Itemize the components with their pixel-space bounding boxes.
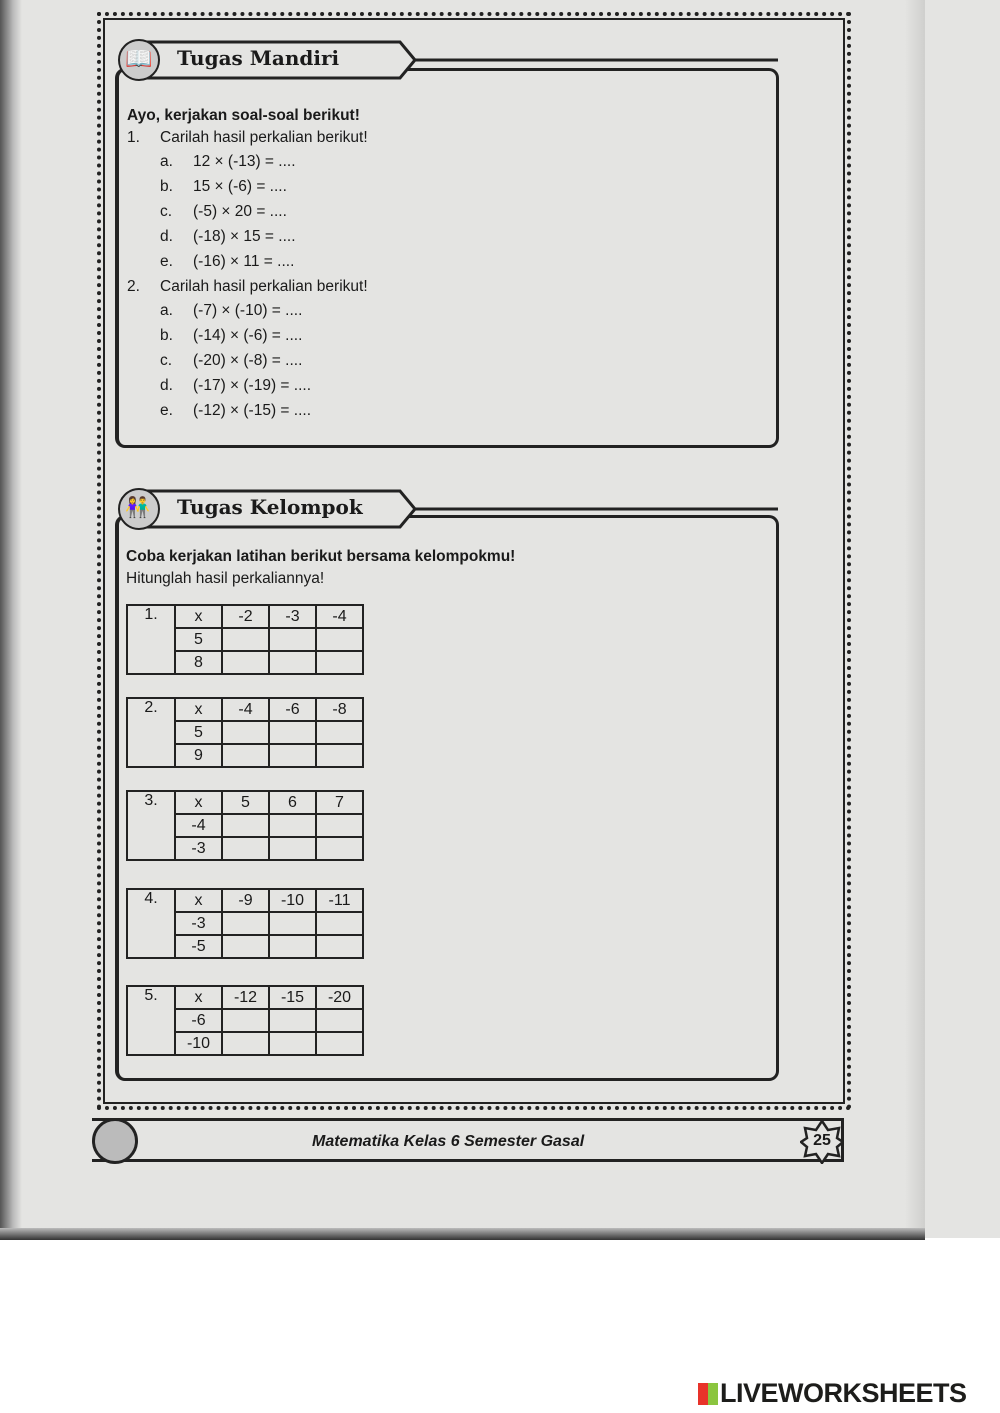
answer-cell: [269, 1032, 316, 1055]
answer-input[interactable]: [224, 653, 268, 673]
table-number: 1.: [127, 605, 175, 674]
table-number: 5.: [127, 986, 175, 1055]
answer-cell: [316, 628, 363, 651]
answer-input[interactable]: [224, 914, 268, 934]
liveworksheets-logo: [698, 1378, 967, 1409]
liveworksheets-icon: [698, 1383, 718, 1405]
answer-input[interactable]: [224, 839, 268, 859]
answer-input[interactable]: [224, 723, 268, 743]
answer-cell: [316, 1009, 363, 1032]
column-header: -9: [222, 889, 269, 912]
item-letter: c.: [160, 203, 173, 220]
answer-cell: [316, 814, 363, 837]
row-header: -4: [175, 814, 222, 837]
answer-input[interactable]: [318, 746, 362, 766]
answer-cell: [269, 744, 316, 767]
multiplication-table: [126, 790, 364, 861]
item-expression: 12 × (-13) = ....: [193, 153, 296, 170]
answer-cell: [222, 721, 269, 744]
row-header: 8: [175, 651, 222, 674]
answer-cell: [222, 628, 269, 651]
item-letter: b.: [160, 178, 173, 195]
page-number-badge: [800, 1120, 844, 1164]
answer-input[interactable]: [224, 746, 268, 766]
subinstruction: Hitunglah hasil perkaliannya!: [126, 570, 325, 587]
answer-input[interactable]: [318, 839, 362, 859]
column-header: -20: [316, 986, 363, 1009]
item-expression: (-17) × (-19) = ....: [193, 377, 312, 394]
answer-input[interactable]: [224, 630, 268, 650]
page-bottom-edge: [0, 1228, 925, 1240]
answer-input[interactable]: [318, 653, 362, 673]
answer-input[interactable]: [224, 816, 268, 836]
answer-cell: [316, 721, 363, 744]
answer-input[interactable]: [224, 937, 268, 957]
column-header: -4: [222, 698, 269, 721]
multiplication-table: [126, 985, 364, 1056]
column-header: -3: [269, 605, 316, 628]
multiplication-table: [126, 697, 364, 768]
column-header: -2: [222, 605, 269, 628]
column-header: -6: [269, 698, 316, 721]
table-number: 2.: [127, 698, 175, 767]
item-letter: a.: [160, 302, 173, 319]
item-expression: (-16) × 11 = ....: [193, 253, 295, 270]
answer-cell: [222, 814, 269, 837]
row-header: 9: [175, 744, 222, 767]
item-expression: 15 × (-6) = ....: [193, 178, 287, 195]
row-header: -3: [175, 837, 222, 860]
section-title: Tugas Mandiri: [177, 46, 340, 70]
item-expression: (-14) × (-6) = ....: [193, 327, 303, 344]
answer-cell: [316, 837, 363, 860]
answer-input[interactable]: [271, 1034, 315, 1054]
item-letter: d.: [160, 377, 173, 394]
answer-cell: [269, 651, 316, 674]
operator-cell: x: [175, 698, 222, 721]
answer-input[interactable]: [271, 816, 315, 836]
operator-cell: x: [175, 791, 222, 814]
answer-input[interactable]: [271, 746, 315, 766]
page-edge: [905, 0, 925, 1238]
instruction: Ayo, kerjakan soal-soal berikut!: [127, 107, 360, 124]
table-number: 3.: [127, 791, 175, 860]
question-number: 1.: [127, 129, 140, 146]
question-text: Carilah hasil perkalian berikut!: [160, 278, 368, 295]
item-letter: b.: [160, 327, 173, 344]
column-header: 7: [316, 791, 363, 814]
answer-input[interactable]: [224, 1011, 268, 1031]
row-header: 5: [175, 721, 222, 744]
logo-text: LIVEWORKSHEETS: [720, 1378, 967, 1408]
multiplication-table: [126, 888, 364, 959]
answer-input[interactable]: [318, 630, 362, 650]
answer-input[interactable]: [318, 816, 362, 836]
page-number: 25: [813, 1132, 831, 1149]
answer-input[interactable]: [271, 839, 315, 859]
answer-cell: [316, 744, 363, 767]
operator-cell: x: [175, 889, 222, 912]
answer-cell: [269, 935, 316, 958]
answer-cell: [269, 721, 316, 744]
column-header: -10: [269, 889, 316, 912]
row-header: -6: [175, 1009, 222, 1032]
children-icon: 👫: [125, 497, 150, 519]
item-expression: (-20) × (-8) = ....: [193, 352, 303, 369]
question-number: 2.: [127, 278, 140, 295]
answer-input[interactable]: [318, 937, 362, 957]
answer-input[interactable]: [271, 937, 315, 957]
column-header: -8: [316, 698, 363, 721]
answer-cell: [269, 628, 316, 651]
operator-cell: x: [175, 605, 222, 628]
item-expression: (-18) × 15 = ....: [193, 228, 296, 245]
column-header: 6: [269, 791, 316, 814]
answer-cell: [222, 935, 269, 958]
table-number: 4.: [127, 889, 175, 958]
item-letter: c.: [160, 352, 173, 369]
answer-cell: [316, 912, 363, 935]
answer-cell: [222, 1032, 269, 1055]
answer-cell: [269, 837, 316, 860]
row-header: -3: [175, 912, 222, 935]
item-letter: a.: [160, 153, 173, 170]
answer-input[interactable]: [271, 723, 315, 743]
answer-input[interactable]: [271, 914, 315, 934]
question-text: Carilah hasil perkalian berikut!: [160, 129, 368, 146]
column-header: -12: [222, 986, 269, 1009]
item-expression: (-5) × 20 = ....: [193, 203, 287, 220]
runner-logo-icon: [92, 1118, 138, 1164]
answer-cell: [316, 651, 363, 674]
instruction: Coba kerjakan latihan berikut bersama kelompokmu!: [126, 548, 516, 565]
row-header: -10: [175, 1032, 222, 1055]
column-header: -4: [316, 605, 363, 628]
answer-input[interactable]: [224, 1034, 268, 1054]
answer-input[interactable]: [318, 1034, 362, 1054]
answer-cell: [269, 912, 316, 935]
item-letter: d.: [160, 228, 173, 245]
item-expression: (-7) × (-10) = ....: [193, 302, 303, 319]
answer-input[interactable]: [318, 914, 362, 934]
answer-cell: [222, 912, 269, 935]
column-header: 5: [222, 791, 269, 814]
footer-bar: [92, 1118, 844, 1162]
answer-input[interactable]: [271, 630, 315, 650]
column-header: -11: [316, 889, 363, 912]
tugas-kelompok-banner: [115, 487, 415, 529]
answer-cell: [222, 651, 269, 674]
page-shadow: [0, 0, 22, 1238]
row-header: 5: [175, 628, 222, 651]
answer-cell: [222, 744, 269, 767]
book-icon: 📖: [125, 46, 153, 71]
operator-cell: x: [175, 986, 222, 1009]
answer-cell: [269, 1009, 316, 1032]
answer-cell: [316, 1032, 363, 1055]
multiplication-table: [126, 604, 364, 675]
item-expression: (-12) × (-15) = ....: [193, 402, 312, 419]
answer-input[interactable]: [271, 1011, 315, 1031]
answer-cell: [222, 1009, 269, 1032]
answer-cell: [269, 814, 316, 837]
item-letter: e.: [160, 402, 173, 419]
book-title: Matematika Kelas 6 Semester Gasal: [312, 1133, 585, 1150]
answer-input[interactable]: [318, 723, 362, 743]
answer-cell: [316, 935, 363, 958]
section-title: Tugas Kelompok: [177, 495, 363, 519]
column-header: -15: [269, 986, 316, 1009]
item-letter: e.: [160, 253, 173, 270]
answer-input[interactable]: [271, 653, 315, 673]
answer-cell: [222, 837, 269, 860]
row-header: -5: [175, 935, 222, 958]
tugas-mandiri-banner: [115, 38, 415, 80]
answer-input[interactable]: [318, 1011, 362, 1031]
